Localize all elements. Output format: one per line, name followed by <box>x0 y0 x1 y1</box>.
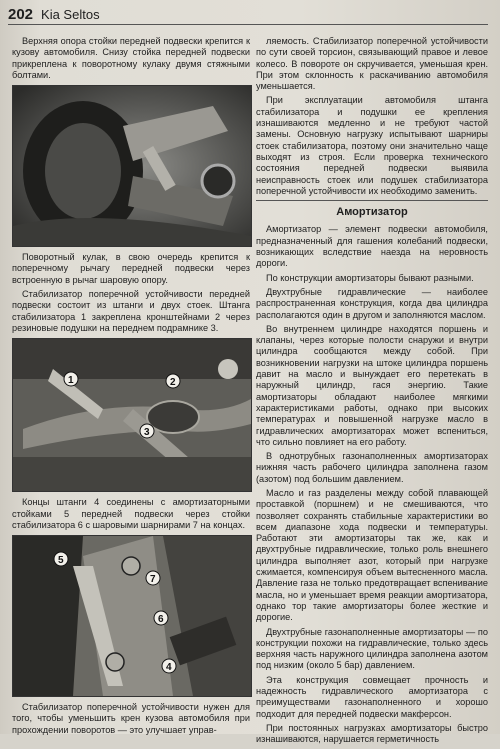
paragraph: Стабилизатор поперечной устойчивости нужен для того, чтобы уменьшить крен кузова автомобиля при прохождении поворотов — это улучшает управ- <box>12 702 250 735</box>
callout-label: 4 <box>166 662 172 674</box>
photo-stabilizer-link <box>12 535 252 697</box>
paragraph: Масло и газ разделены между собой плавающей проставкой (поршнем) и не смешиваются, что позволяет сохранять стабильные характеристики во всем диапазоне хода подвески и температуры. Работают эти амортизаторы так же, как и двухтрубные гидравлические, только роль внешнего цилиндра выполняет азот, который при нагрузке сжимается, компенсируя объем вытесненного масла. Давление газа не только предотвращает вспенивание масла, но и уменьшает время реакции амортизатора, однако тор такие амортизаторы более жесткие и дорогие. <box>256 487 488 623</box>
callout-2 <box>166 374 180 388</box>
section-title: Амортизатор <box>336 206 408 219</box>
section-divider <box>256 200 488 201</box>
callout-label: 2 <box>170 377 176 389</box>
callout-3 <box>140 424 154 438</box>
paragraph: При постоянных нагрузках амортизаторы быстро изнашиваются, нарушается герметичность <box>256 722 488 745</box>
paragraph: В однотрубных газонаполненных амортизаторах нижняя часть рабочего цилиндра заполнена газом (азотом) под большим давлением. <box>256 451 488 484</box>
photo-stabilizer-bar <box>12 338 252 492</box>
callout-label: 6 <box>158 614 164 626</box>
callout-4 <box>162 659 176 673</box>
header-divider <box>8 24 488 25</box>
callout-7 <box>146 571 160 585</box>
photo-caption: Концы штанги 4 соединены с амортизаторными стойками 5 передней подвески через стойки стабилизатора 6 с шаровыми шарнирами 7 на концах. <box>12 497 250 530</box>
left-column <box>12 36 250 739</box>
paragraph: Стабилизатор поперечной устойчивости передней подвески состоит из штанги и двух стоек. Штанга стабилизатора 1 закреплена кронштейнами 2 через резиновые подушки на переднем подрамнике 3. <box>12 289 250 333</box>
paragraph: Эта конструкция совмещает прочность и надежность гидравлического амортизатора с преимуществами газонаполненного и хорошо подходит для передней подвески макферсон. <box>256 674 488 719</box>
paragraph: Верхняя опора стойки передней подвески крепится к кузову автомобиля. Снизу стойка передней подвески прикреплена к поворотному кулаку двумя стяжными болтами. <box>12 36 250 80</box>
paragraph: Двухтрубные газонаполненные амортизаторы — по конструкции похожи на гидравлические, только здесь верхняя часть наружного цилиндра заполнена азотом под низким (около 5 бар) давлением. <box>256 626 488 671</box>
photo-steering-knuckle <box>12 85 252 247</box>
callout-1 <box>64 372 78 386</box>
book-title: Kia Seltos <box>41 7 100 22</box>
callout-label: 7 <box>150 574 156 586</box>
paragraph: Двухтрубные гидравлические — наиболее распространенная конструкция, когда два цилиндра располагаются один в другом и заполняются маслом. <box>256 286 488 320</box>
right-column <box>256 36 488 749</box>
callout-5 <box>54 552 68 566</box>
paragraph: При эксплуатации автомобиля штанга стабилизатора и подушки ее крепления изнашиваются медленно и не требуют частой замены. Основную нагрузку испытывают шарниры стоек стабилизатора, поэтому они значительно чаще выходят из строя. Если проверка технического состояния передней подвески выявила неисправность стоек или подушек стабилизатора поперечной устойчивости их необходимо заменить. <box>256 95 488 196</box>
paragraph: По конструкции амортизаторы бывают разными. <box>266 272 474 283</box>
page-number: 202 <box>8 6 34 23</box>
paragraph: ляемость. Стабилизатор поперечной устойчивости по сути своей торсион, связывающий правое и левое колесо. В повороте он скручивается, уменьшая крен. При этом склонность к раскачиванию автомобиля уменьшается. <box>256 36 488 92</box>
paragraph: Во внутреннем цилиндре находятся поршень и клапаны, через которые полости снаружи и внутри цилиндра сообщаются между собой. При возникновении нагрузки на штоке цилиндра поршень давит на масло и вынуждает его перетекать в наружный цилиндр, гася энергию. Такие амортизаторы обладают наиболее мягкими характеристиками работы, однако при высоких температурах и повышенной нагрузке масло в гидравлических амортизаторах может вспениться, что сильно повлияет на его работу. <box>256 323 488 447</box>
callout-label: 5 <box>58 555 64 567</box>
callout-label: 1 <box>68 375 74 387</box>
page-header <box>8 6 488 24</box>
paragraph: Амортизатор — элемент подвески автомобиля, предназначенный для гашения колебаний подвески, возникающих вследствие наезда на неровность дороги. <box>256 224 488 269</box>
callout-label: 3 <box>144 427 150 439</box>
callout-6 <box>154 611 168 625</box>
photo-caption: Поворотный кулак, в свою очередь крепится к поперечному рычагу передней подвески через встроенную в рычаг шаровую опору. <box>12 252 250 285</box>
